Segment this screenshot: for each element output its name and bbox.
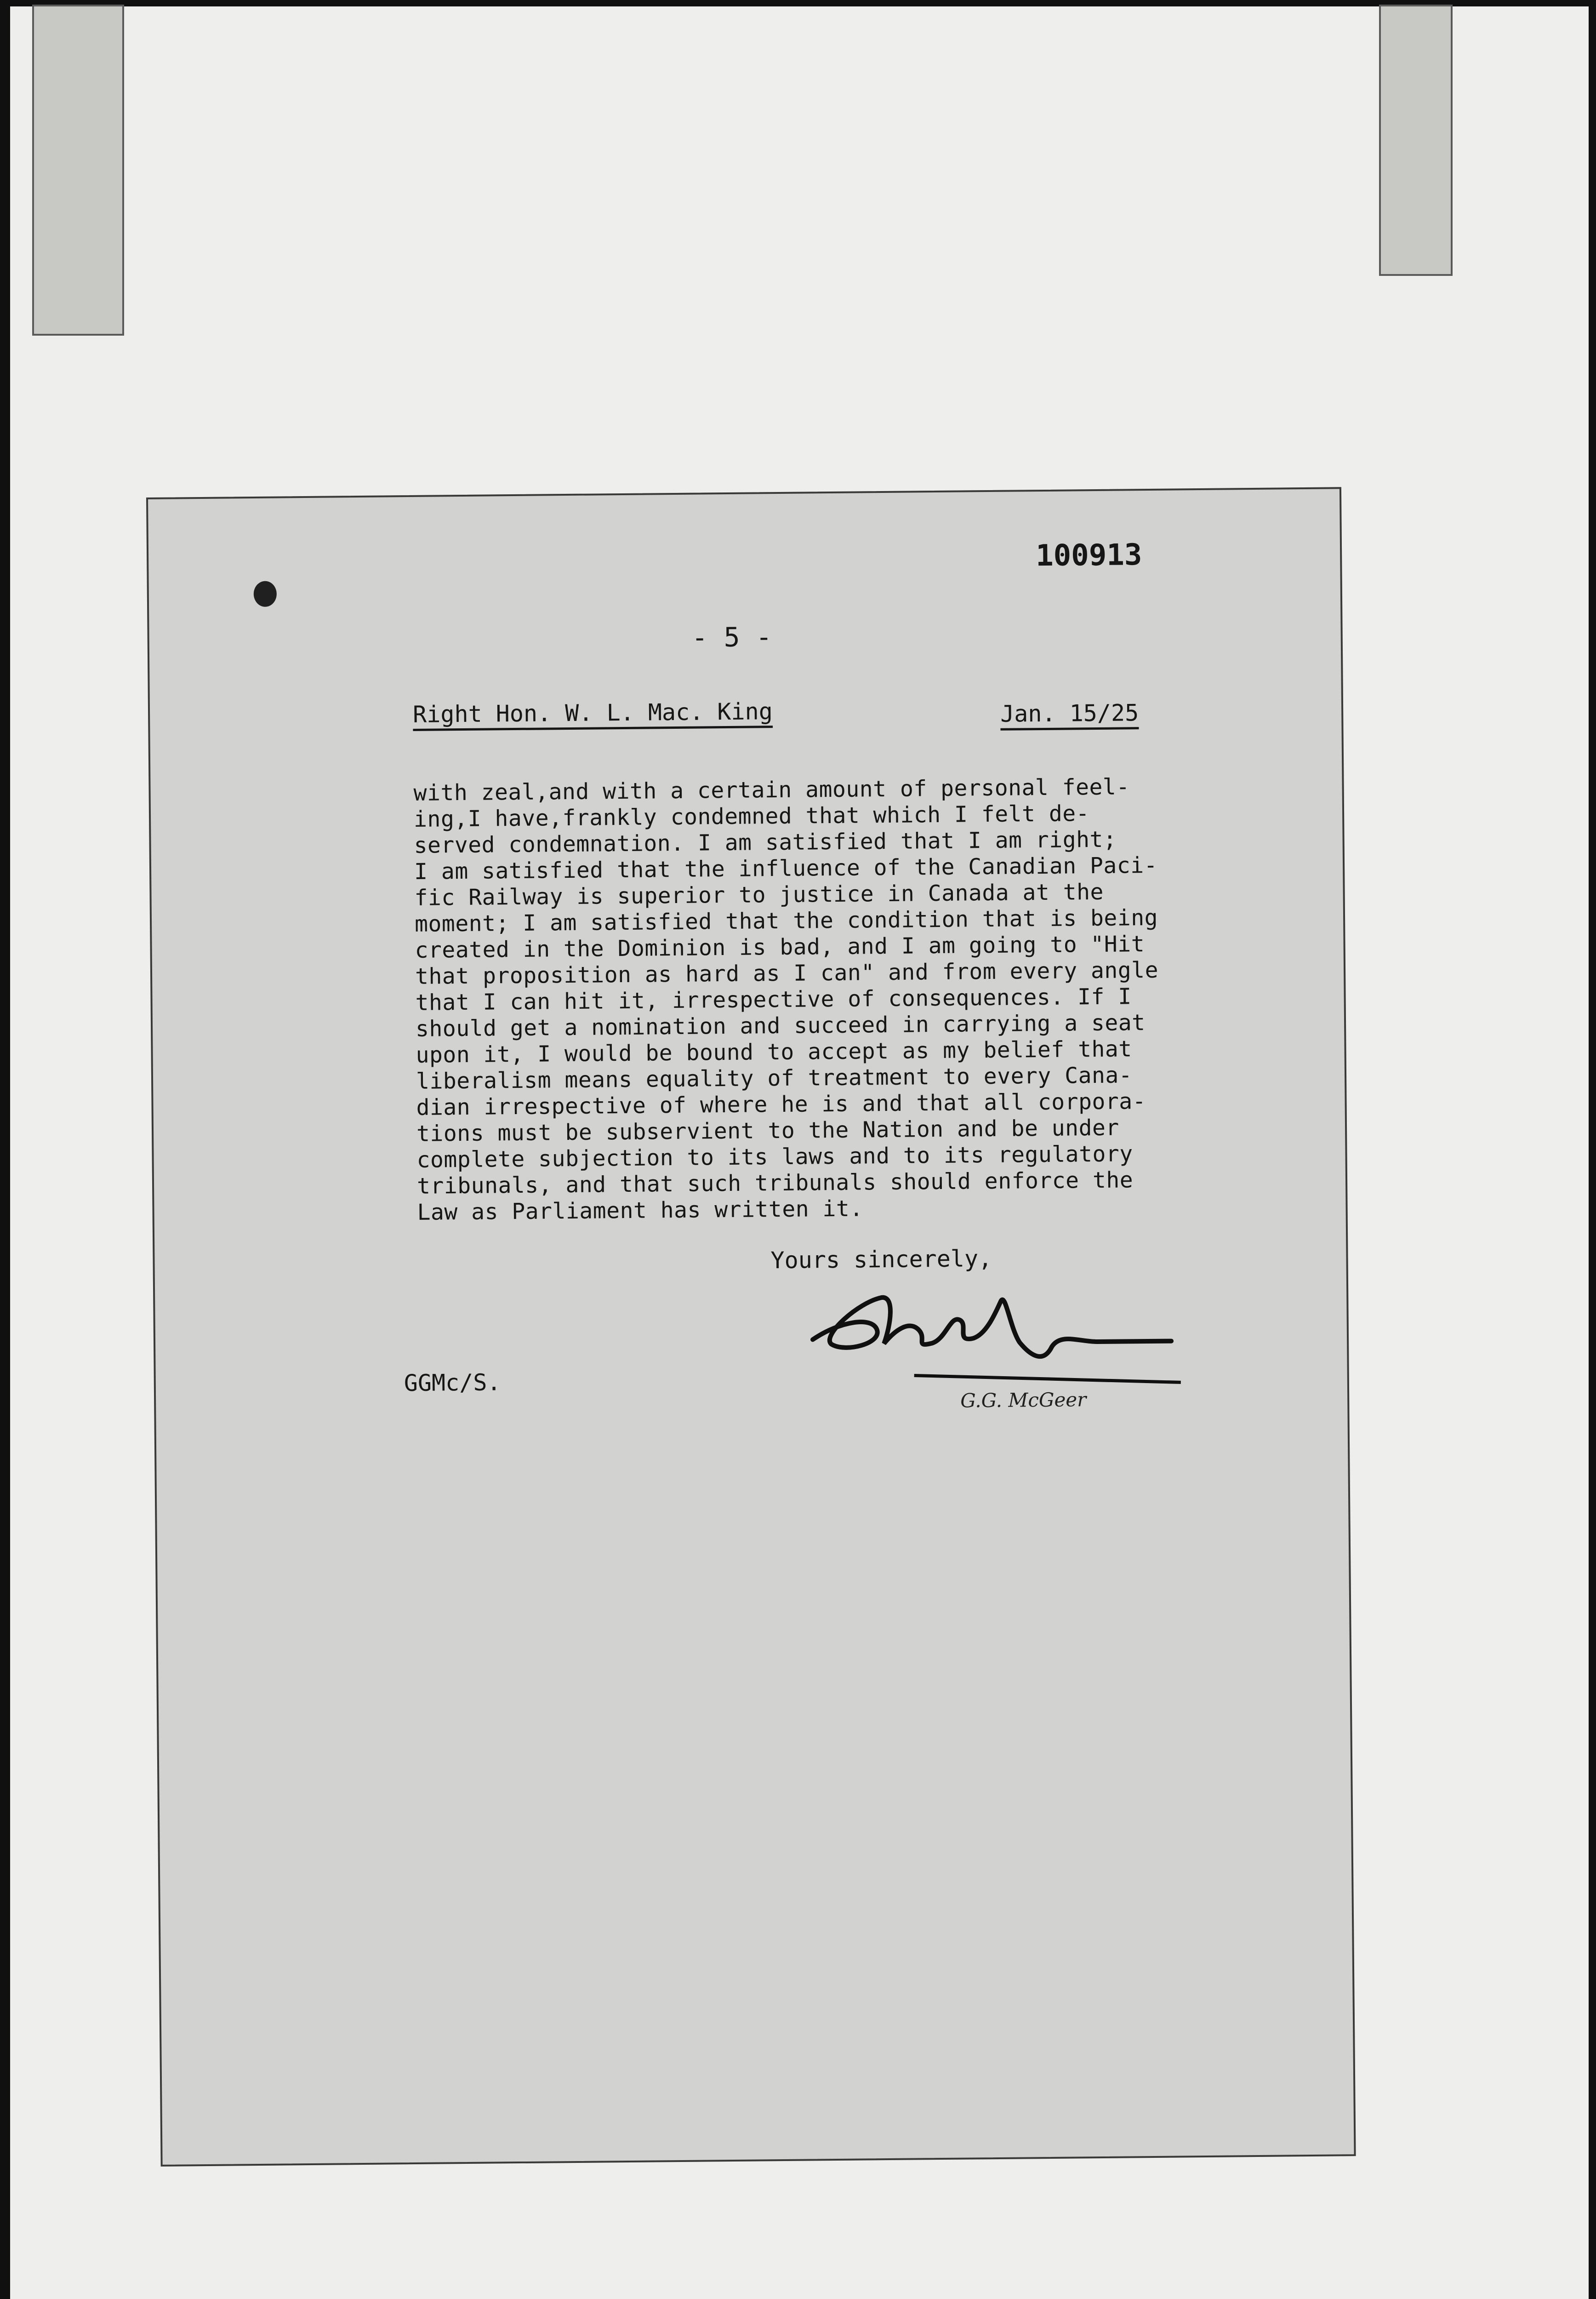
body-line: liberalism means equality of treatment to every Cana- xyxy=(416,1062,1133,1094)
body-line: served condemnation. I am satisfied that I am right; xyxy=(414,826,1117,858)
body-line: created in the Dominion is bad, and I am going to "Hit xyxy=(415,931,1145,963)
film-edge-right xyxy=(1589,0,1596,2299)
body-line: Law as Parliament has written it. xyxy=(417,1195,863,1225)
signature-typed-name: G.G. McGeer xyxy=(960,1388,1087,1412)
body-line: moment; I am satisfied that the condition that is being xyxy=(414,904,1158,937)
film-edge-left xyxy=(0,0,10,2299)
body-line: should get a nomination and succeed in carrying a seat xyxy=(415,1010,1146,1042)
body-line: I am satisfied that the influence of the Canadian Paci- xyxy=(414,852,1158,885)
body-line: that proposition as hard as I can" and from every angle xyxy=(415,957,1159,989)
handwritten-signature xyxy=(803,1272,1181,1413)
body-line: upon it, I would be bound to accept as my belief that xyxy=(416,1036,1132,1068)
film-edge-top xyxy=(0,0,1596,6)
tape-strip-top-right xyxy=(1379,5,1453,276)
letter-page xyxy=(146,487,1356,2167)
page-number: - 5 - xyxy=(691,621,772,653)
body-line: ing,I have,frankly condemned that which I felt de- xyxy=(413,801,1090,832)
closing-salutation: Yours sincerely, xyxy=(770,1245,992,1274)
letter-date: Jan. 15/25 xyxy=(1000,699,1139,727)
document-number: 100913 xyxy=(1035,538,1142,573)
tape-strip-top-left xyxy=(32,5,124,336)
body-line: tribunals, and that such tribunals should enforce the xyxy=(416,1167,1134,1199)
body-line: that I can hit it, irrespective of consequences. If I xyxy=(415,984,1132,1016)
addressee-line: Right Hon. W. L. Mac. King xyxy=(412,698,773,728)
body-line: dian irrespective of where he is and that all corpora- xyxy=(416,1088,1146,1121)
body-line: complete subjection to its laws and to its regulatory xyxy=(416,1141,1133,1173)
punch-hole xyxy=(254,581,277,607)
reference-initials: GGMc/S. xyxy=(404,1369,501,1397)
body-line: tions must be subservient to the Nation and be under xyxy=(416,1115,1120,1147)
body-line: fic Railway is superior to justice in Canada at the xyxy=(414,879,1104,911)
body-line: with zeal,and with a certain amount of personal feel- xyxy=(413,774,1130,806)
